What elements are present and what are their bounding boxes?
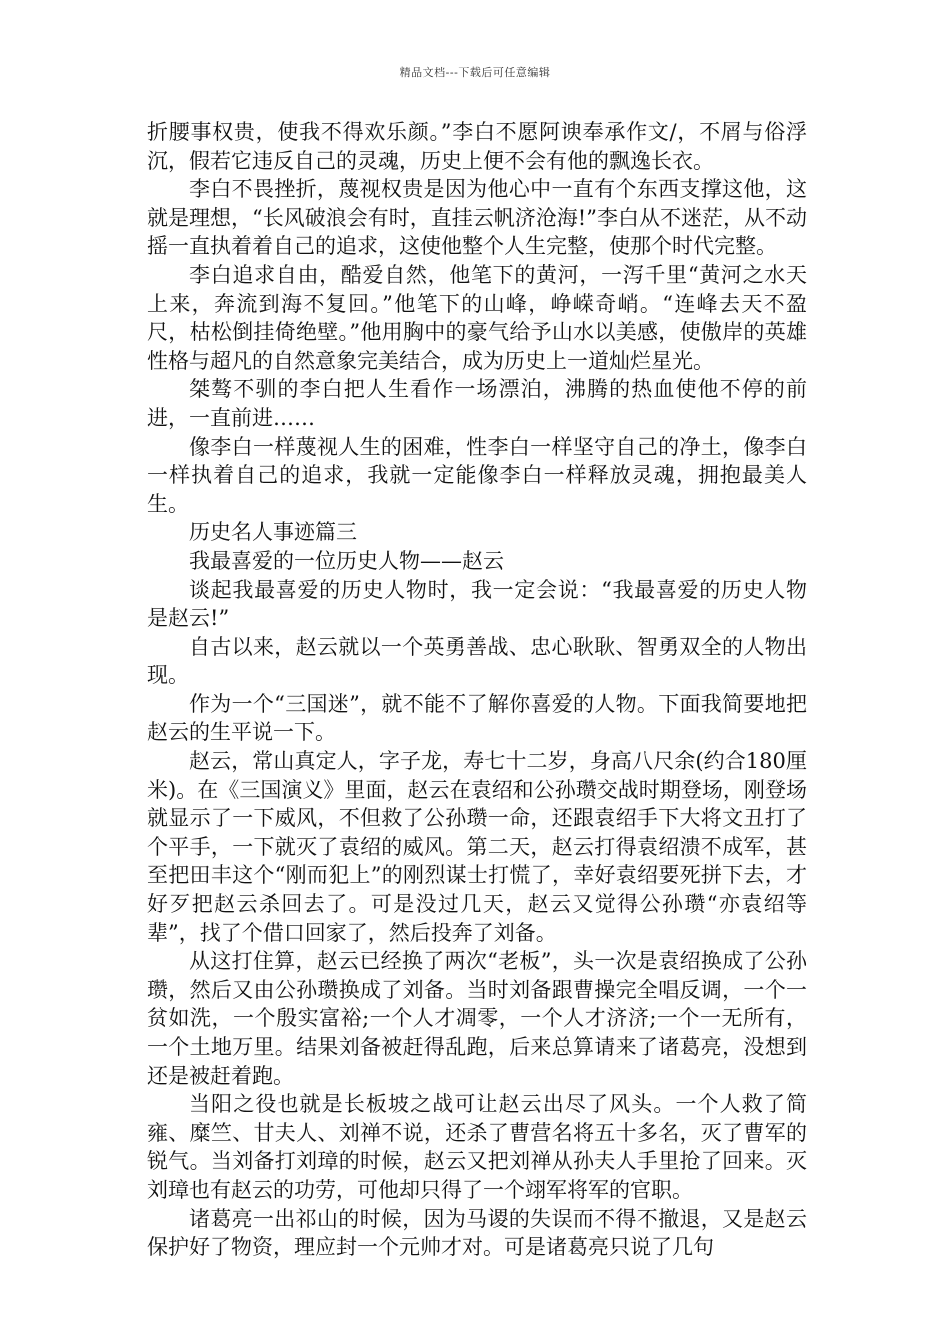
paragraph: 桀骜不驯的李白把人生看作一场漂泊，沸腾的热血使他不停的前进，一直前进……: [147, 377, 807, 430]
paragraph: 谈起我最喜爱的历史人物时，我一定会说：“我最喜爱的历史人物是赵云!”: [147, 577, 807, 631]
paragraph: 赵云，常山真定人，字子龙，寿七十二岁，身高八尺余(约合180厘米)。在《三国演义》里面，赵云在袁绍和公孙瓒交战时期登场，刚登场就显示了一下威风，不但救了公孙瓒一命，还跟袁绍手下大将文丑打了个平手，一下就灭了袁绍的威风。第二天，赵云打得袁绍溃不成军，甚至把田丰这个“刚而犯上”的刚烈谋士打慌了，幸好袁绍要死拼下去，才好歹把赵云杀回去了。可是没过几天，赵云又觉得公孙瓒“亦袁绍等辈”，找了个借口回家了，然后投奔了刘备。: [147, 749, 807, 945]
paragraph: 自古以来，赵云就以一个英勇善战、忠心耿耿、智勇双全的人物出现。: [147, 634, 807, 688]
page-header: 精品文档---下载后可任意编辑: [399, 66, 551, 79]
paragraph: 作为一个“三国迷”，就不能不了解你喜爱的人物。下面我简要地把赵云的生平说一下。: [147, 691, 807, 745]
paragraph: 从这打住算，赵云已经换了两次“老板”，头一次是袁绍换成了公孙瓒，然后又由公孙瓒换成了刘备。当时刘备跟曹操完全唱反调，一个一贫如洗，一个殷实富裕;一个人才凋零，一个人才济济;一个一无所有，一个土地万里。结果刘备被赶得乱跑，后来总算请来了诸葛亮，没想到还是被赶着跑。: [147, 949, 807, 1088]
paragraph: 诸葛亮一出祁山的时候，因为马谡的失误而不得不撤退，又是赵云保护好了物资，理应封一个元帅才对。可是诸葛亮只说了几句: [147, 1206, 807, 1260]
section-heading: 历史名人事迹篇三: [189, 520, 357, 545]
paragraph: 李白追求自由，酷爱自然，他笔下的黄河，一泻千里“黄河之水天上来，奔流到海不复回。”他笔下的山峰，峥嵘奇峭。“连峰去天不盈尺，枯松倒挂倚绝壁。”他用胸中的豪气给予山水以美感，使傲岸的英雄性格与超凡的自然意象完美结合，成为历史上一道灿烂星光。: [147, 262, 807, 373]
article-title: 我最喜爱的一位历史人物——赵云: [189, 548, 504, 573]
document-body: [147, 118, 807, 1262]
paragraph: 当阳之役也就是长板坡之战可让赵云出尽了风头。一个人救了简雍、糜竺、甘夫人、刘禅不说，还杀了曹营名将五十多名，灭了曹军的锐气。当刘备打刘璋的时候，赵云又把刘禅从孙夫人手里抢了回来。灭刘璋也有赵云的功劳，可他却只得了一个翊军将军的官职。: [147, 1092, 807, 1202]
paragraph-continuation: 折腰事权贵，使我不得欢乐颜。”李白不愿阿谀奉承作文/，不屑与俗浮沉，假若它违反自己的灵魂，历史上便不会有他的飘逸长衣。: [147, 120, 807, 173]
paragraph: 李白不畏挫折，蔑视权贵是因为他心中一直有个东西支撑这他，这就是理想，“长风破浪会有时，直挂云帆济沧海!”李白从不迷茫，从不动摇一直执着着自己的追求，这使他整个人生完整，使那个时代完整。: [147, 177, 807, 259]
paragraph: 像李白一样蔑视人生的困难，性李白一样坚守自己的净土，像李白一样执着自己的追求，我就一定能像李白一样释放灵魂，拥抱最美人生。: [147, 434, 807, 516]
